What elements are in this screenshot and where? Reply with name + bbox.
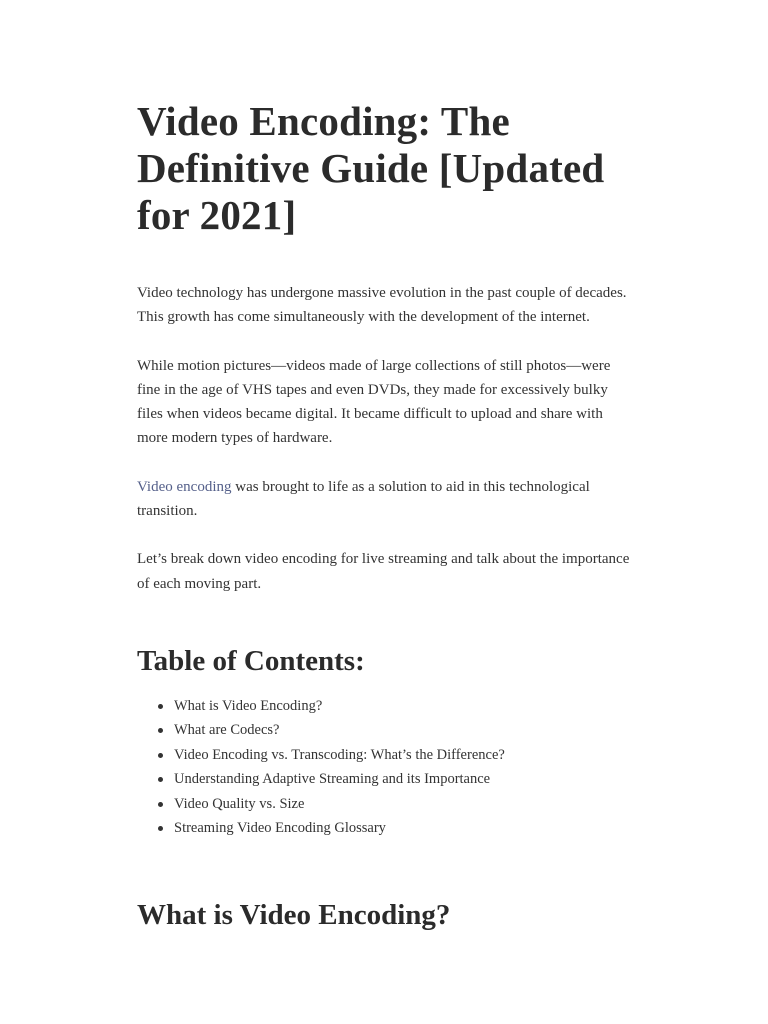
bullet-icon (158, 728, 163, 733)
toc-item-label: Video Encoding vs. Transcoding: What’s the Difference? (174, 746, 505, 763)
toc-item-label: Video Quality vs. Size (174, 795, 305, 812)
video-encoding-link[interactable]: Video encoding (137, 478, 232, 495)
toc-item[interactable] (174, 718, 637, 743)
toc-item-label: What are Codecs? (174, 722, 280, 739)
toc-item[interactable] (174, 743, 637, 768)
bullet-icon (158, 802, 163, 807)
intro-paragraph-4: Let’s break down video encoding for live streaming and talk about the importance of each moving part. (137, 551, 630, 592)
bullet-icon (158, 826, 163, 831)
toc-item-label: Understanding Adaptive Streaming and its Importance (174, 771, 491, 788)
intro-paragraph-3-text: was brought to life as a solution to aid in this technological transition. (137, 478, 590, 520)
toc-item-label: What is Video Encoding? (174, 697, 323, 714)
bullet-icon (158, 777, 163, 782)
intro-paragraph-1: Video technology has undergone massive evolution in the past couple of decades. This growth has come simultaneously with the development of the internet. (137, 285, 627, 326)
intro-paragraph-3 (137, 475, 637, 524)
toc-item[interactable] (174, 767, 637, 792)
bullet-icon (158, 704, 163, 709)
toc-item[interactable] (174, 694, 637, 719)
bullet-icon (158, 753, 163, 758)
section-heading: What is Video Encoding? (137, 898, 451, 931)
toc-item[interactable] (174, 816, 637, 841)
toc-heading: Table of Contents: (137, 644, 365, 677)
article-intro (137, 281, 637, 596)
toc-item[interactable] (174, 792, 637, 817)
article (137, 98, 637, 932)
article-title: Video Encoding: The Definitive Guide [Updated for 2021] (137, 98, 605, 238)
intro-paragraph-2: While motion pictures—videos made of large collections of still photos—were fine in the age of VHS tapes and even DVDs, they made for excessively bulky files when videos became digital. It became difficult to upload and share with more modern types of hardware. (137, 357, 611, 447)
toc-item-label: Streaming Video Encoding Glossary (174, 820, 386, 837)
table-of-contents (137, 694, 637, 841)
